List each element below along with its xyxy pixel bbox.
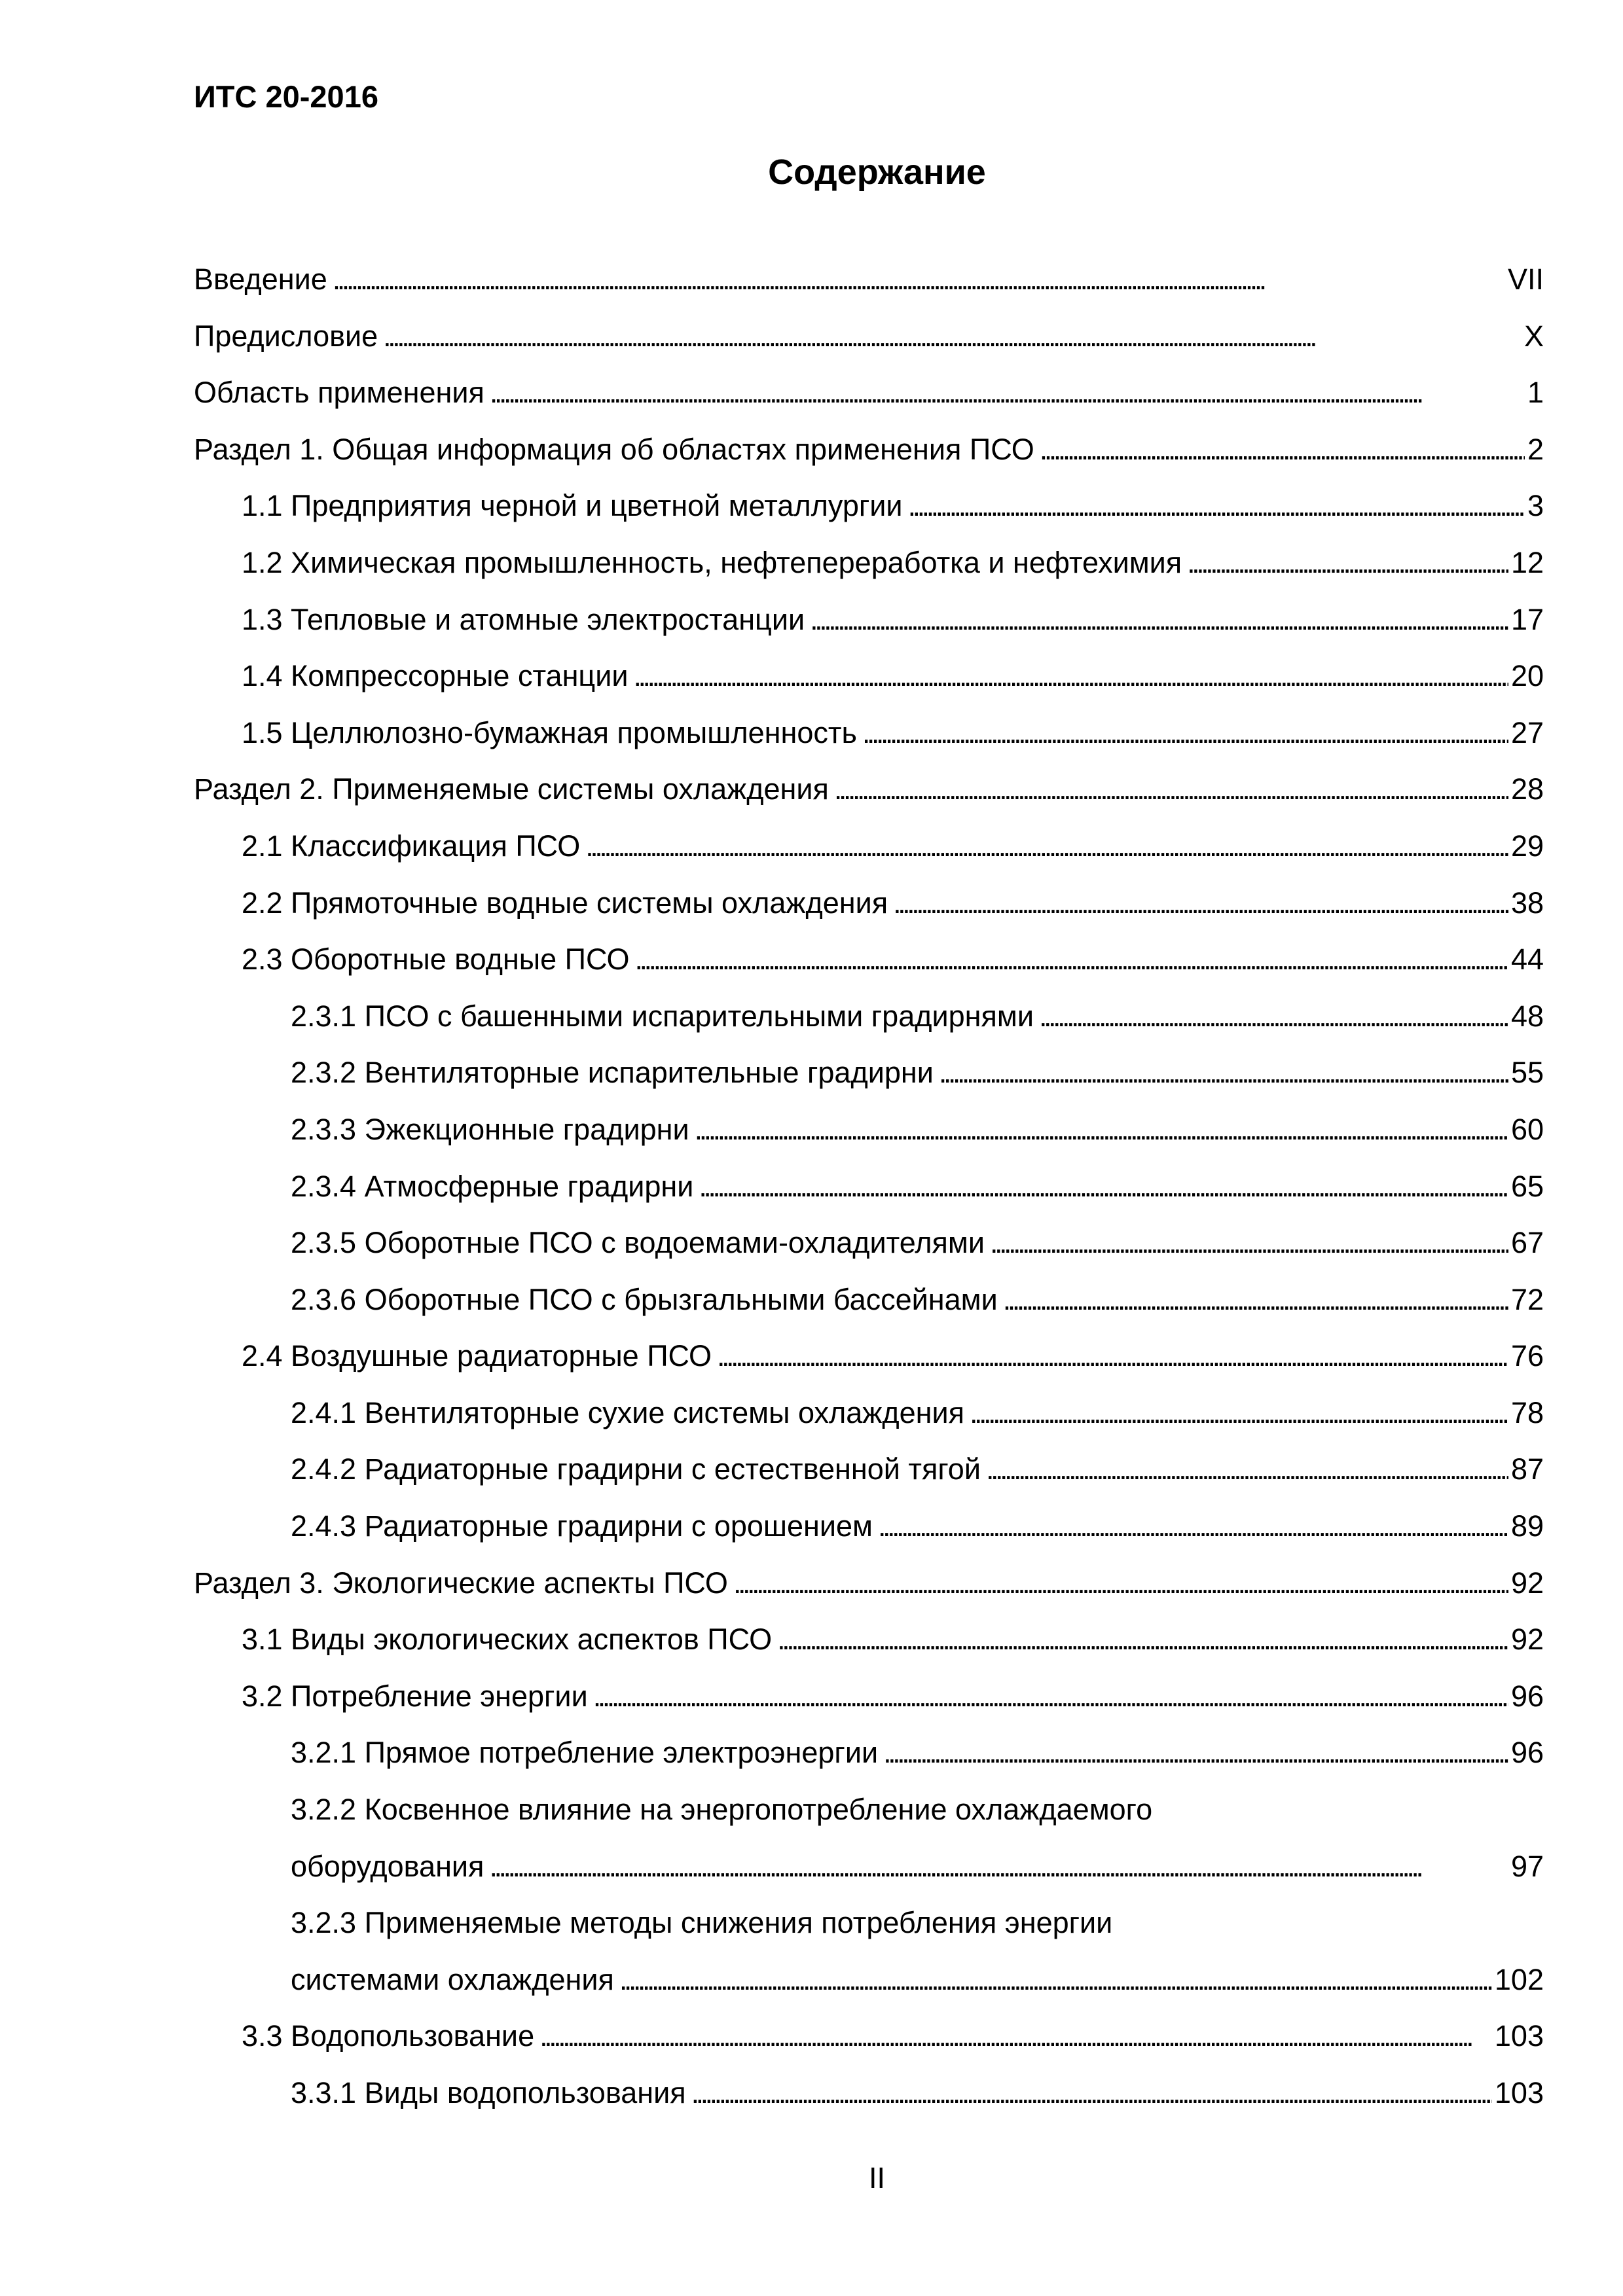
page-number: II [868, 2161, 885, 2195]
toc-entry[interactable] [291, 1895, 1544, 1952]
toc-entry-page: 65 [1510, 1169, 1544, 1203]
toc-entry-title: 3.2 Потребление энергии [242, 1679, 588, 1713]
toc-entry[interactable] [291, 1385, 1544, 1442]
toc-entry-page: 48 [1510, 999, 1544, 1033]
dot-leader [883, 1725, 1508, 1782]
dot-leader [383, 308, 1522, 365]
toc-entry-title: Предисловие [194, 319, 378, 353]
toc-entry-title: оборудования [291, 1849, 484, 1883]
toc-entry-page: 72 [1510, 1282, 1544, 1316]
dot-leader [862, 705, 1508, 762]
toc-entry-page: 38 [1510, 886, 1544, 920]
toc-entry-page: 97 [1510, 1849, 1544, 1883]
toc-entry[interactable] [291, 2065, 1544, 2122]
toc-entry-page: 89 [1510, 1509, 1544, 1543]
toc-entry[interactable] [242, 705, 1544, 762]
toc-entry-title: 3.3 Водопользование [242, 2019, 535, 2053]
toc-entry[interactable] [242, 478, 1544, 535]
dot-leader [717, 1328, 1508, 1385]
toc-entry-page: 92 [1510, 1623, 1544, 1657]
toc-entry-page: 103 [1494, 2019, 1544, 2053]
toc-entry-title: 3.2.1 Прямое потребление электроэнергии [291, 1736, 879, 1770]
toc-entry-title: 3.2.3 Применяемые методы снижения потребления энергии [291, 1906, 1113, 1940]
toc-entry-title: Раздел 2. Применяемые системы охлаждения [194, 772, 829, 806]
toc-entry-title: 2.4 Воздушные радиаторные ПСО [242, 1339, 712, 1373]
toc-entry[interactable] [242, 1611, 1544, 1668]
document-header: ИТС 20-2016 [194, 79, 378, 114]
dot-leader [635, 931, 1508, 988]
toc-entry-page: 44 [1510, 942, 1544, 977]
toc-entry-page: 29 [1510, 829, 1544, 863]
toc-entry[interactable] [194, 422, 1544, 478]
toc-entry-title: 2.4.3 Радиаторные градирни с орошением [291, 1509, 873, 1543]
dot-leader [633, 648, 1508, 705]
dot-leader [585, 818, 1508, 875]
dot-leader [878, 1498, 1508, 1555]
dot-leader [810, 592, 1508, 649]
toc-entry-page: 55 [1510, 1056, 1544, 1090]
dot-leader [908, 478, 1525, 535]
toc-entry-page: 67 [1510, 1226, 1544, 1260]
toc-entry[interactable] [242, 818, 1544, 875]
dot-leader [939, 1045, 1508, 1102]
toc-entry-page: 87 [1510, 1452, 1544, 1486]
toc-entry[interactable] [242, 2008, 1544, 2065]
toc-entry-page: 92 [1510, 1566, 1544, 1600]
toc-entry[interactable] [291, 1782, 1544, 1839]
dot-leader [1187, 535, 1508, 592]
table-of-contents [194, 251, 1544, 2122]
toc-entry[interactable] [242, 535, 1544, 592]
toc-entry-title: Область применения [194, 376, 484, 410]
toc-entry[interactable] [291, 1215, 1544, 1272]
toc-entry-title: 2.3.6 Оборотные ПСО с брызгальными бассейнами [291, 1282, 998, 1316]
dot-leader [619, 1952, 1492, 2009]
toc-entry[interactable] [194, 251, 1544, 308]
toc-entry-title: 3.1 Виды экологических аспектов ПСО [242, 1623, 773, 1657]
toc-entry-page: 96 [1510, 1736, 1544, 1770]
dot-leader [490, 365, 1525, 422]
toc-entry-page: 96 [1510, 1679, 1544, 1713]
toc-entry[interactable] [242, 592, 1544, 649]
toc-entry-title: Введение [194, 262, 327, 296]
toc-entry-page: 17 [1510, 602, 1544, 636]
toc-entry[interactable] [291, 1102, 1544, 1158]
toc-entry[interactable] [291, 1952, 1544, 2009]
dot-leader [970, 1385, 1508, 1442]
page-title: Содержание [768, 152, 986, 192]
toc-entry-title: 2.3.5 Оборотные ПСО с водоемами-охладителями [291, 1226, 985, 1260]
dot-leader [1003, 1272, 1508, 1329]
dot-leader [777, 1611, 1508, 1668]
toc-entry-title: 3.2.2 Косвенное влияние на энергопотребление охлаждаемого [291, 1793, 1153, 1827]
dot-leader [834, 761, 1508, 818]
toc-entry-title: 2.3.2 Вентиляторные испарительные градирни [291, 1056, 934, 1090]
toc-entry-page: 28 [1510, 772, 1544, 806]
toc-entry-page: 78 [1510, 1395, 1544, 1429]
toc-entry-title: Раздел 1. Общая информация об областях применения ПСО [194, 432, 1034, 466]
toc-entry-title: 1.3 Тепловые и атомные электростанции [242, 602, 805, 636]
toc-entry[interactable] [242, 1328, 1544, 1385]
toc-entry-title: 1.1 Предприятия черной и цветной металлургии [242, 489, 903, 523]
toc-entry-page: 12 [1510, 545, 1544, 579]
toc-entry[interactable] [291, 1839, 1544, 1895]
dot-leader [695, 1102, 1508, 1158]
dot-leader [733, 1555, 1508, 1612]
toc-entry-title: 2.4.2 Радиаторные градирни с естественной тягой [291, 1452, 981, 1486]
toc-entry-page: 1 [1527, 376, 1544, 410]
toc-entry-title: 2.3 Оборотные водные ПСО [242, 942, 630, 977]
toc-entry-page: 103 [1494, 2076, 1544, 2109]
toc-entry[interactable] [291, 1725, 1544, 1782]
toc-entry-page: X [1523, 319, 1544, 353]
toc-entry-title: Раздел 3. Экологические аспекты ПСО [194, 1566, 728, 1600]
toc-entry[interactable] [242, 875, 1544, 932]
toc-entry[interactable] [291, 1272, 1544, 1329]
toc-entry-title: системами охлаждения [291, 1962, 614, 1996]
dot-leader [333, 251, 1505, 308]
toc-entry[interactable] [291, 1498, 1544, 1555]
toc-entry[interactable] [242, 1668, 1544, 1725]
dot-leader [990, 1215, 1508, 1272]
toc-entry-page: 76 [1510, 1339, 1544, 1373]
dot-leader [1039, 988, 1508, 1045]
toc-entry-title: 1.4 Компрессорные станции [242, 659, 629, 693]
toc-entry-title: 2.4.1 Вентиляторные сухие системы охлаждения [291, 1395, 965, 1429]
toc-entry-title: 3.3.1 Виды водопользования [291, 2076, 686, 2109]
dot-leader [691, 2065, 1492, 2122]
toc-entry[interactable] [242, 931, 1544, 988]
toc-entry[interactable] [242, 648, 1544, 705]
toc-entry[interactable] [194, 308, 1544, 365]
toc-entry-page: VII [1507, 262, 1544, 296]
toc-entry[interactable] [194, 1555, 1544, 1612]
dot-leader [699, 1158, 1508, 1215]
toc-entry-page: 2 [1527, 432, 1544, 466]
toc-entry-title: 1.2 Химическая промышленность, нефтепереработка и нефтехимия [242, 545, 1182, 579]
toc-entry-page: 60 [1510, 1112, 1544, 1146]
toc-entry-page: 102 [1494, 1962, 1544, 1996]
dot-leader [893, 875, 1508, 932]
toc-entry-title: 2.3.3 Эжекционные градирни [291, 1112, 689, 1146]
toc-entry[interactable] [291, 988, 1544, 1045]
toc-entry-title: 1.5 Целлюлозно-бумажная промышленность [242, 715, 857, 749]
toc-entry-page: 3 [1527, 489, 1544, 523]
toc-entry-page: 27 [1510, 715, 1544, 749]
toc-entry[interactable] [194, 761, 1544, 818]
toc-entry-page: 20 [1510, 659, 1544, 693]
dot-leader [539, 2008, 1492, 2065]
toc-entry-title: 2.3.1 ПСО с башенными испарительными градирнями [291, 999, 1034, 1033]
toc-entry-title: 2.2 Прямоточные водные системы охлаждения [242, 886, 888, 920]
toc-entry[interactable] [291, 1158, 1544, 1215]
toc-entry[interactable] [291, 1441, 1544, 1498]
dot-leader [986, 1441, 1508, 1498]
dot-leader [489, 1839, 1508, 1895]
toc-entry-title: 2.1 Классификация ПСО [242, 829, 581, 863]
toc-entry[interactable] [291, 1045, 1544, 1102]
dot-leader [593, 1668, 1508, 1725]
toc-entry[interactable] [194, 365, 1544, 422]
dot-leader [1040, 422, 1525, 478]
toc-entry-title: 2.3.4 Атмосферные градирни [291, 1169, 694, 1203]
